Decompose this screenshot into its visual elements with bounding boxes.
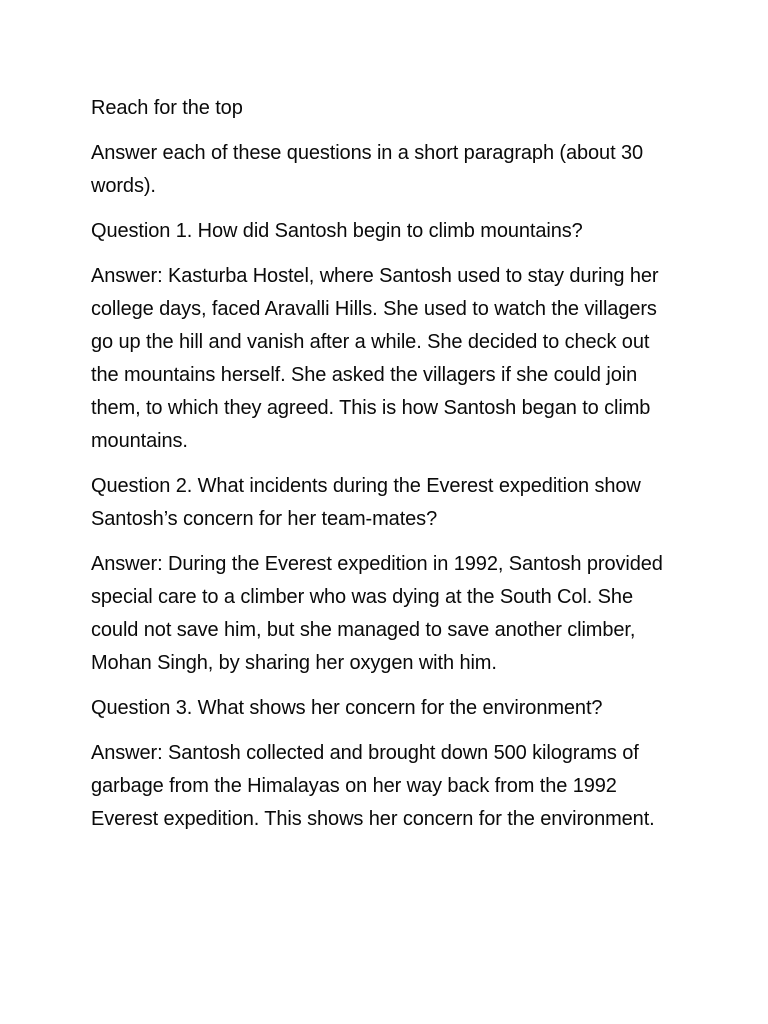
answer-1: Answer: Kasturba Hostel, where Santosh used to stay during her college days, faced Aravalli Hills. She used to watch the villagers go up the hill and vanish after a while. She decided to check out the mountains herself. She asked the villagers if she could join them, to which they agreed. This is how Santosh began to climb mountains. (91, 265, 659, 452)
document-title: Reach for the top (91, 97, 243, 119)
question-1: Question 1. How did Santosh begin to climb mountains? (91, 220, 583, 242)
question-3: Question 3. What shows her concern for the environment? (91, 697, 603, 719)
answer-3: Answer: Santosh collected and brought down 500 kilograms of garbage from the Himalayas on her way back from the 1992 Everest expedition. This shows her concern for the environment. (91, 742, 655, 830)
instruction-text: Answer each of these questions in a short paragraph (about 30 words). (91, 142, 644, 197)
answer-2: Answer: During the Everest expedition in 1992, Santosh provided special care to a climber who was dying at the South Col. She could not save him, but she managed to save another climber, Mohan Singh, by sharing her oxygen with him. (91, 553, 663, 674)
question-2: Question 2. What incidents during the Everest expedition show Santosh’s concern for her team-mates? (91, 475, 641, 530)
